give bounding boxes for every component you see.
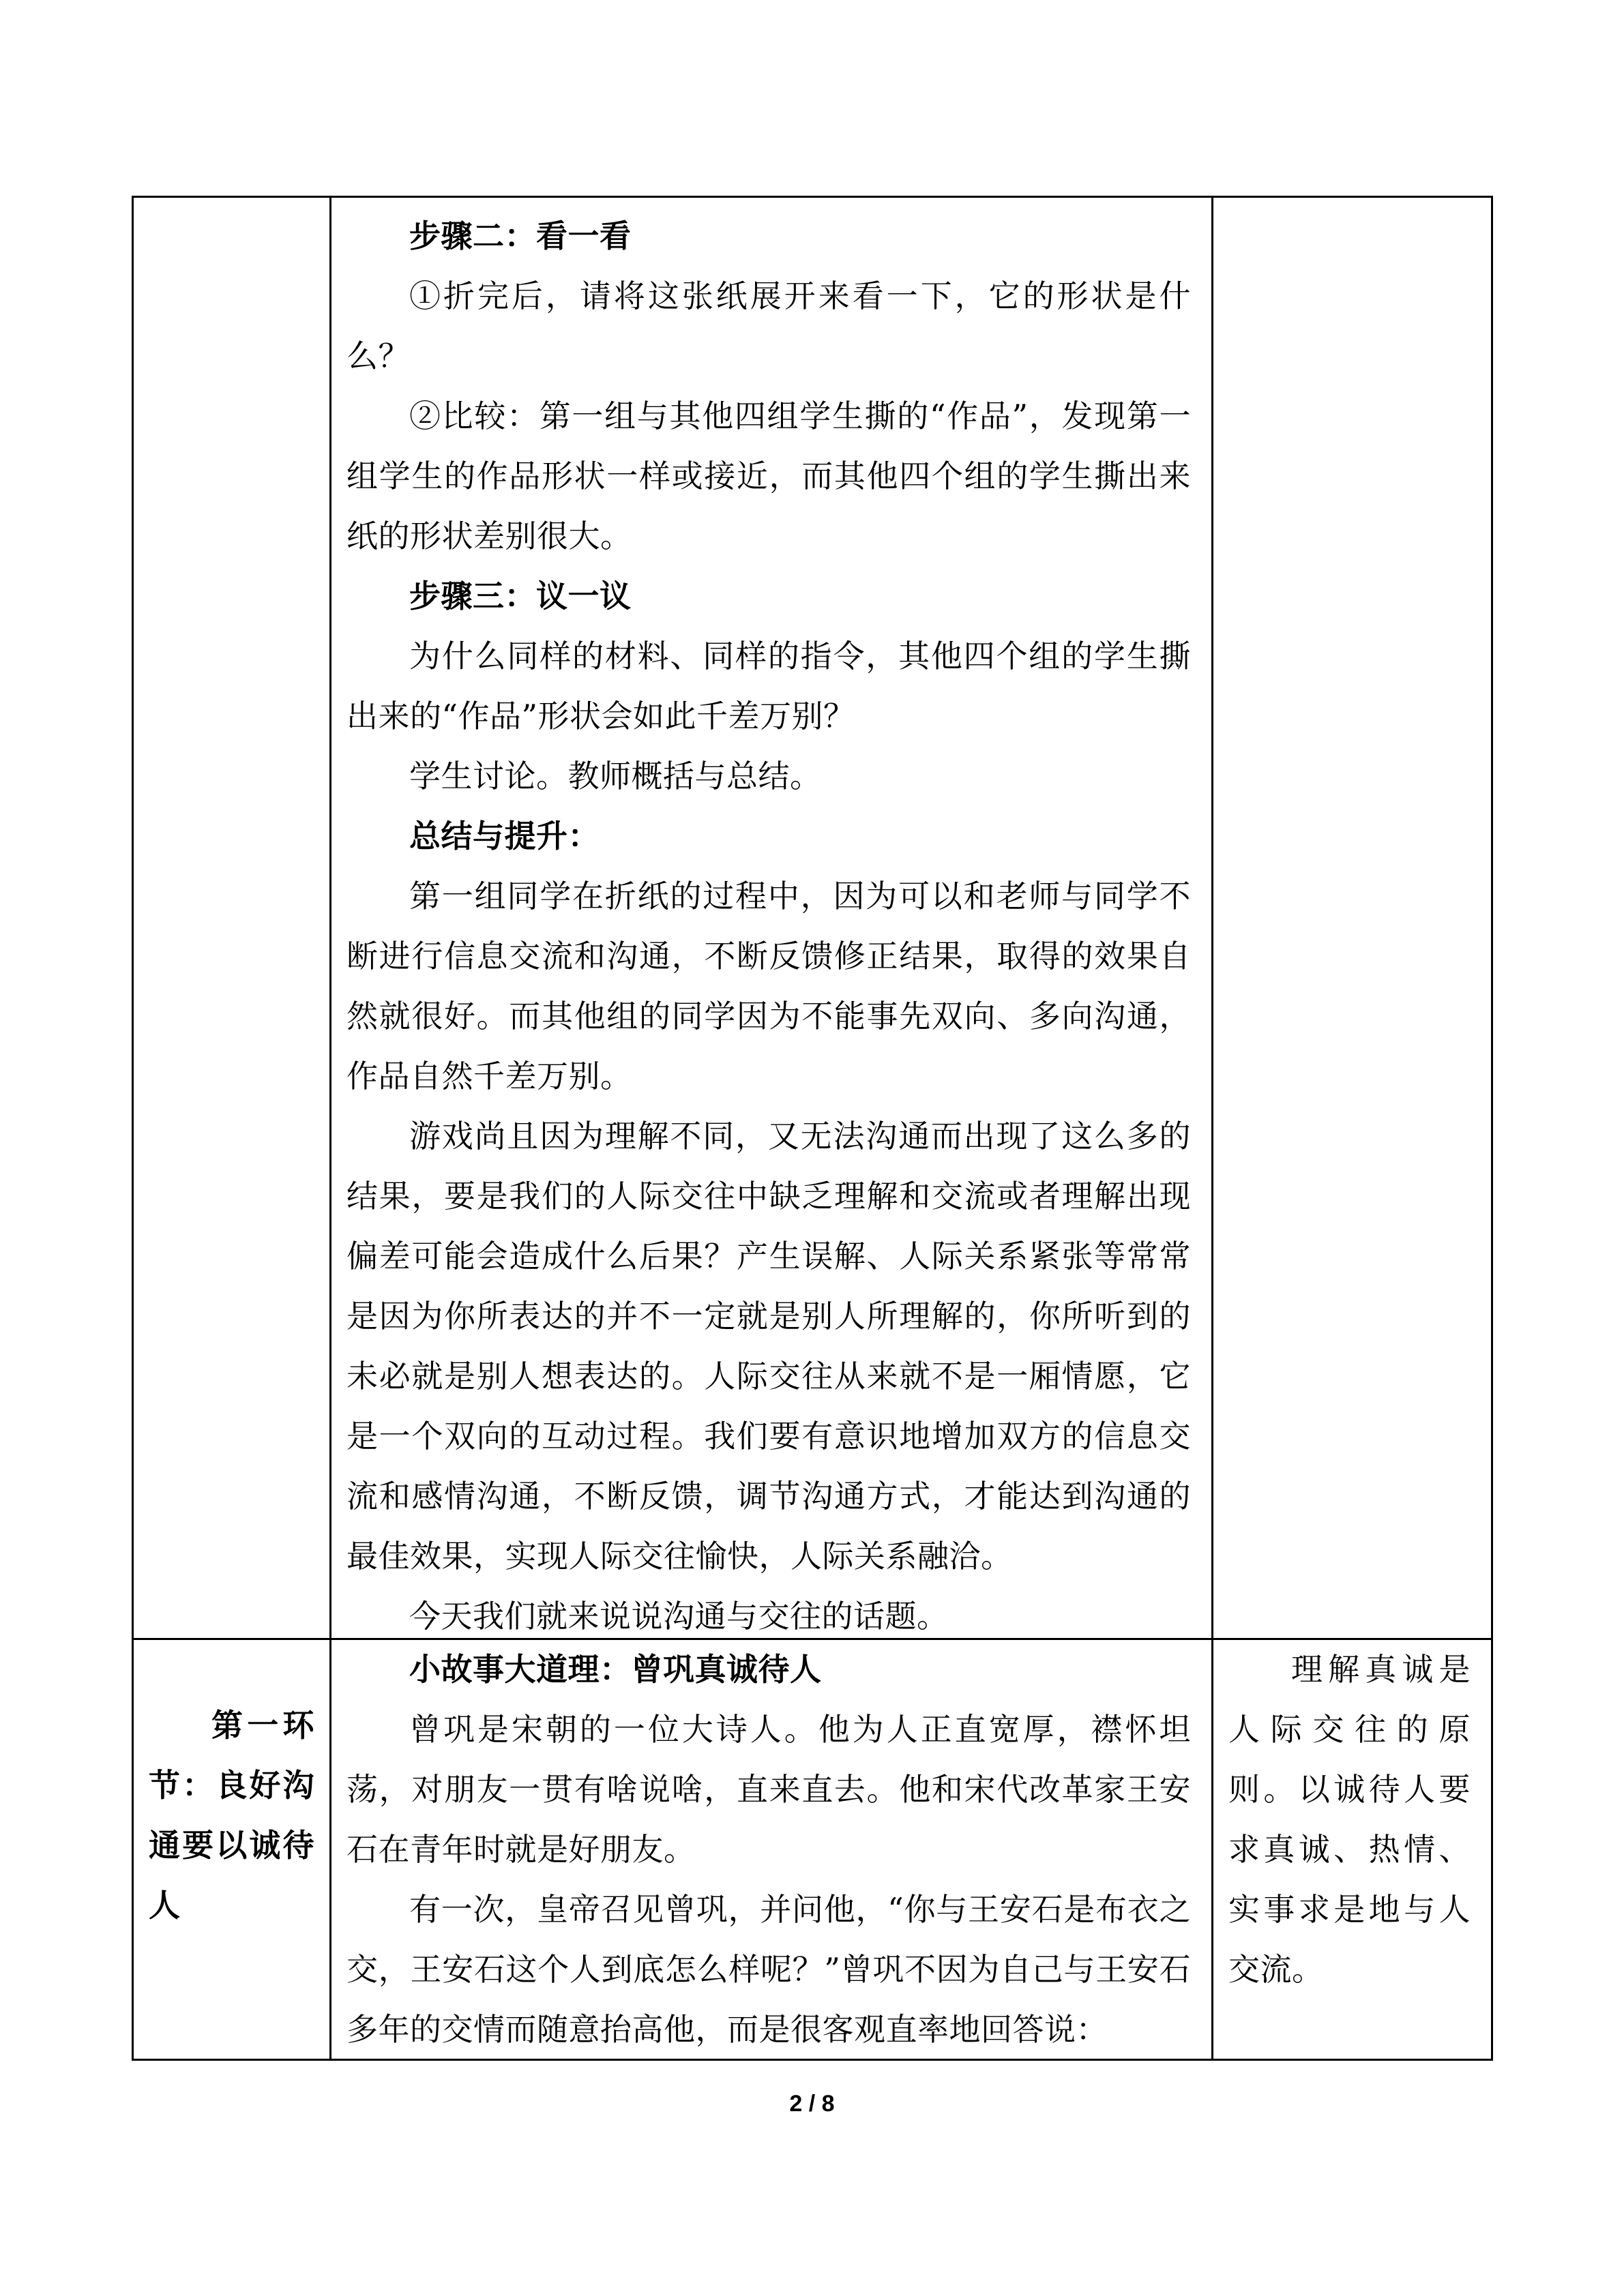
row1-content-cell xyxy=(331,206,1211,1646)
step3-heading: 步骤三：议一议 xyxy=(409,578,632,614)
story-heading: 小故事大道理：曾巩真诚待人 xyxy=(409,1651,822,1688)
row1-note-cell xyxy=(1213,198,1491,1638)
step2-item2: ②比较：第一组与其他四组学生撕的“作品”，发现第一组学生的作品形状一样或接近，而其他四个组的学生撕出来纸的形状差别很大。 xyxy=(346,398,1191,554)
story-paragraph-2: 有一次，皇帝召见曾巩，并问他，“你与王安石是布衣之交，王安石这个人到底怎么样呢？”曾巩不因为自己与王安石多年的交情而随意抬高他，而是很客观直率地回答说： xyxy=(346,1891,1191,2048)
row2-note-cell xyxy=(1213,1639,1491,1999)
summary-paragraph-1: 第一组同学在折纸的过程中，因为可以和老师与同学不断进行信息交流和沟通，不断反馈修正结果，取得的效果自然就很好。而其他组的同学因为不能事先双向、多向沟通，作品自然千差万别。 xyxy=(346,878,1191,1094)
step2-item1: ①折完后，请将这张纸展开来看一下，它的形状是什么？ xyxy=(346,278,1191,374)
row2-label-cell xyxy=(134,1695,329,1935)
row2-content-cell xyxy=(331,1639,1211,2059)
teaching-note: 理解真诚是人际交往的原则。以诚待人要求真诚、热情、实事求是地与人交流。 xyxy=(1228,1651,1471,1988)
step3-discussion: 学生讨论。教师概括与总结。 xyxy=(409,758,822,794)
step2-heading: 步骤二：看一看 xyxy=(409,218,632,254)
page-number: 2 / 8 xyxy=(789,2091,835,2117)
summary-paragraph-3: 今天我们就来说说沟通与交往的话题。 xyxy=(409,1598,949,1635)
story-paragraph-1: 曾巩是宋朝的一位大诗人。他为人正直宽厚，襟怀坦荡，对朋友一贯有啥说啥，直来直去。他和宋代改革家王安石在青年时就是好朋友。 xyxy=(346,1711,1191,1868)
summary-heading: 总结与提升： xyxy=(409,818,600,854)
section-label: 第一环节：良好沟通要以诚待人 xyxy=(149,1707,314,1924)
summary-paragraph-2: 游戏尚且因为理解不同，又无法沟通而出现了这么多的结果，要是我们的人际交往中缺乏理解和交流或者理解出现偏差可能会造成什么后果？产生误解、人际关系紧张等常常是因为你所表达的并不一定就是别人所理解的，你所听到的未必就是别人想表达的。人际交往从来就不是一厢情愿，它是一个双向的互动过程。我们要有意识地增加双方的信息交流和感情沟通，不断反馈，调节沟通方式，才能达到沟通的最佳效果，实现人际交往愉快，人际关系融洽。 xyxy=(346,1118,1191,1575)
lesson-table xyxy=(132,196,1493,2061)
step3-question: 为什么同样的材料、同样的指令，其他四个组的学生撕出来的“作品”形状会如此千差万别？ xyxy=(346,638,1191,734)
row1-label-cell xyxy=(134,198,329,1638)
